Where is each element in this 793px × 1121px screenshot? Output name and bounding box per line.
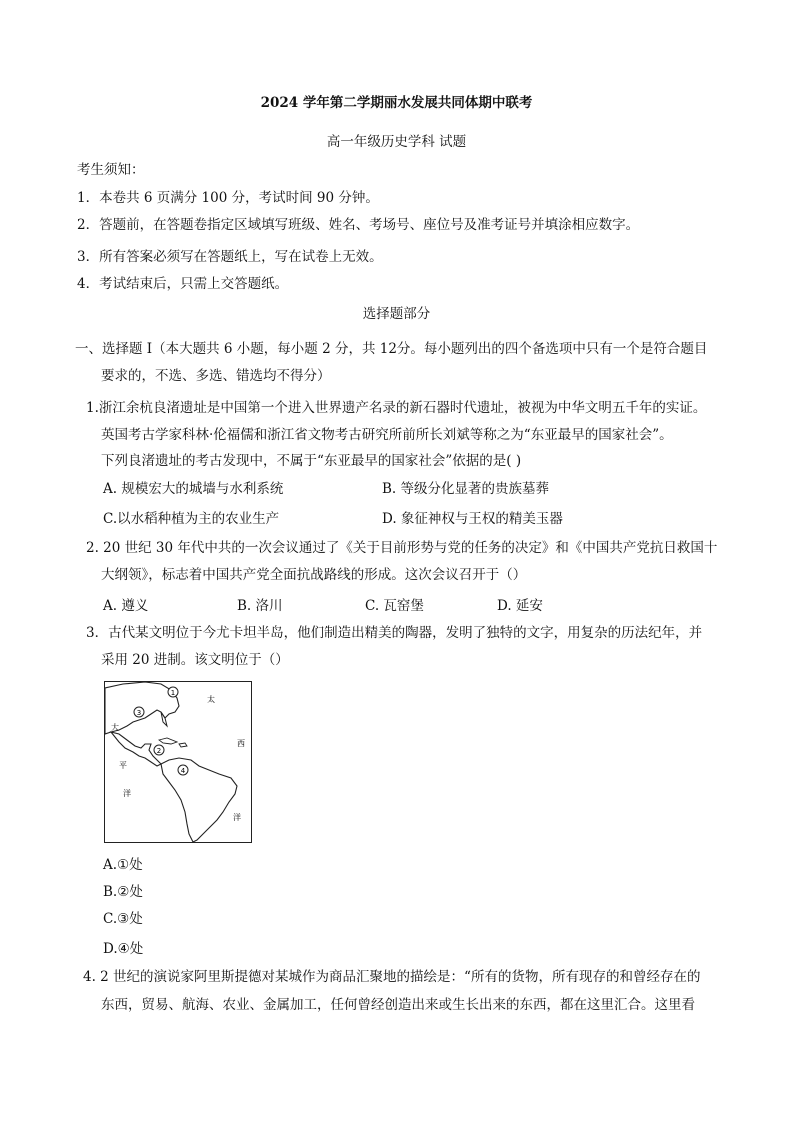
marker-2-label: 2 — [156, 747, 162, 755]
notice-item-3: 3．所有答案必须写在答题纸上，写在试卷上无效。 — [77, 249, 383, 265]
q2-option-b: B. 洛川 — [237, 598, 283, 614]
notice-heading: 考生须知： — [77, 162, 145, 178]
marker-3-label: 3 — [136, 709, 142, 717]
q1-stem-line-2: 英国考古学家科林·伦福儒和浙江省文物考古研究所前所长刘斌等称之为“东亚最早的国家社会”。 — [101, 427, 673, 443]
americas-map-drawing — [105, 682, 251, 842]
map-label-yang-left: 洋 — [123, 789, 131, 798]
marker-4-label: 4 — [180, 767, 186, 775]
marker-1-label: 1 — [170, 689, 176, 697]
map-label-da-left: 大 — [111, 723, 119, 732]
q3-stem-line-1: 3．古代某文明位于今尤卡坦半岛，他们制造出精美的陶器，发明了独特的文字，用复杂的历法纪年，并 — [86, 625, 703, 641]
section-title: 选择题部分 — [362, 306, 431, 322]
q3-stem-line-2: 采用 20 进制。该文明位于（） — [101, 652, 289, 668]
q2-stem-line-1: 2. 20 世纪 30 年代中共的一次会议通过了《关于目前形势与党的任务的决定》和《中国共产党抗日救国十 — [86, 540, 718, 556]
q3-option-a: A.①处 — [103, 857, 143, 873]
q2-stem-line-2: 大纲领》，标志着中国共产党全面抗战路线的形成。这次会议召开于（） — [101, 567, 527, 583]
exam-subtitle: 高一年级历史学科 试题 — [326, 134, 467, 150]
q3-option-b: B.②处 — [103, 884, 143, 900]
q1-stem-line-3: 下列良渚遗址的考古发现中，不属于“东亚最早的国家社会”依据的是( ) — [101, 453, 522, 469]
americas-map — [104, 681, 252, 843]
q1-option-b: B. 等级分化显著的贵族墓葬 — [382, 481, 550, 497]
q4-stem-line-2: 东西，贸易、航海、农业、金属加工，任何曾经创造出来或生长出来的东西，都在这里汇合。这里看 — [101, 997, 695, 1013]
q1-option-c: C.以水稻种植为主的农业生产 — [103, 511, 280, 527]
south-america-landmass — [161, 758, 237, 842]
map-label-ping: 平 — [119, 761, 127, 770]
q3-option-d: D.④处 — [103, 941, 144, 957]
q1-stem-line-1: 1.浙江余杭良渚遗址是中国第一个进入世界遗产名录的新石器时代遗址，被视为中华文明五千年的实证。 — [86, 400, 707, 416]
q2-option-d: D. 延安 — [497, 598, 543, 614]
q1-option-a: A. 规模宏大的城墙与水利系统 — [103, 481, 284, 497]
map-label-xi: 西 — [237, 739, 245, 748]
q3-option-c: C.③处 — [103, 911, 143, 927]
notice-item-4: 4．考试结束后，只需上交答题纸。 — [77, 276, 289, 292]
section-instruction-line-1: 一、选择题 I（本大题共 6 小题，每小题 2 分，共 12分。每小题列出的四个备选项中只有一个是符合题目 — [75, 341, 708, 357]
map-label-da-right: 太 — [207, 695, 215, 704]
section-instruction-line-2: 要求的，不选、多选、错选均不得分） — [101, 368, 331, 384]
map-label-yang-right: 洋 — [233, 813, 241, 822]
q1-option-d: D. 象征神权与王权的精美玉器 — [382, 511, 563, 527]
hispaniola-island — [179, 743, 187, 747]
notice-item-1: 1．本卷共 6 页满分 100 分，考试时间 90 分钟。 — [77, 190, 379, 206]
q2-option-c: C. 瓦窑堡 — [365, 598, 424, 614]
notice-item-2: 2．答题前，在答题卷指定区域填写班级、姓名、考场号、座位号及准考证号并填涂相应数字。 — [77, 217, 640, 233]
cuba-island — [159, 738, 177, 744]
q2-option-a: A. 遵义 — [103, 598, 149, 614]
exam-title: 2024 学年第二学期丽水发展共同体期中联考 — [260, 95, 533, 111]
q4-stem-line-1: 4. 2 世纪的演说家阿里斯提德对某城作为商品汇聚地的描绘是：“所有的货物，所有现存的和曾经存在的 — [83, 969, 701, 985]
florida-landmass — [161, 712, 167, 726]
